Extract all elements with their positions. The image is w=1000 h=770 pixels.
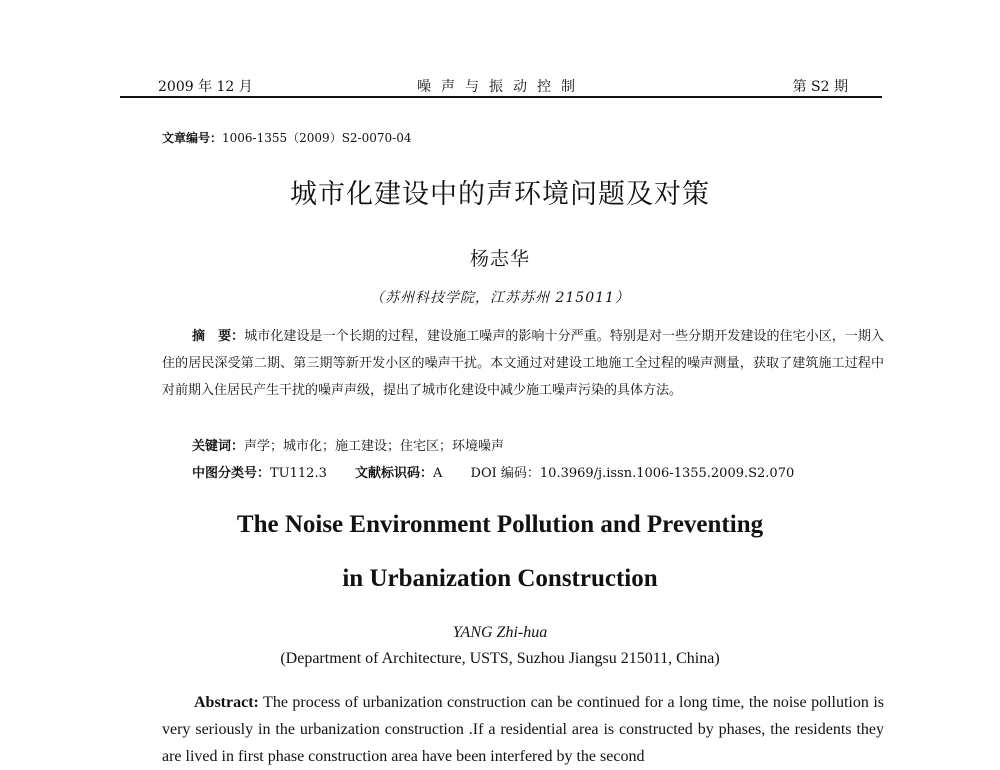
doc-code-label: 文献标识码：	[355, 466, 434, 481]
english-title-line-2: in Urbanization Construction	[342, 565, 658, 592]
doi-label: DOI 编码：	[470, 466, 540, 481]
chinese-keywords	[192, 435, 504, 454]
english-affiliation: (Department of Architecture, USTS, Suzhou Jiangsu 215011, China)	[280, 650, 720, 667]
chinese-title: 城市化建设中的声环境问题及对策	[290, 179, 710, 210]
doc-code-value: A	[433, 466, 443, 481]
english-abstract-label: Abstract:	[194, 694, 259, 711]
chinese-abstract-label: 摘 要：	[192, 329, 245, 344]
article-number	[162, 129, 411, 146]
running-header	[120, 76, 882, 98]
article-number-label: 文章编号：	[162, 131, 223, 145]
keywords-text: 声学；城市化；施工建设；住宅区；环境噪声	[244, 439, 505, 454]
header-journal-name: 噪声与振动控制	[417, 79, 585, 95]
english-abstract	[162, 689, 884, 770]
english-title-line-1: The Noise Environment Pollution and Preventing	[236, 511, 764, 538]
header-divider	[120, 96, 882, 98]
header-date: 2009 年 12 月	[158, 79, 253, 95]
clc-label: 中图分类号：	[192, 466, 271, 481]
keywords-label: 关键词：	[192, 439, 245, 454]
chinese-abstract	[162, 323, 884, 404]
english-abstract-text: The process of urbanization construction can be continued for a long time, the noise pollution is very seriously in the urbanization construction .If a residential area is constructed by phases, the residents they are lived in first phase construction area have been interfered by the second	[162, 694, 884, 765]
clc-value: TU112.3	[270, 466, 327, 481]
chinese-affiliation: （苏州科技学院，江苏苏州 215011）	[370, 290, 630, 306]
classification-line	[192, 462, 818, 481]
header-issue: 第 S2 期	[792, 79, 848, 95]
chinese-author: 杨志华	[469, 248, 530, 270]
chinese-abstract-text: 城市化建设是一个长期的过程，建设施工噪声的影响十分严重。特别是对一些分期开发建设的住宅小区，一期入住的居民深受第二期、第三期等新开发小区的噪声干扰。本文通过对建设工地施工全过程的噪声测量，获取了建筑施工过程中对前期入住居民产生干扰的噪声声级，提出了城市化建设中减少施工噪声污染的具体方法。	[162, 329, 884, 398]
article-number-value: 1006-1355（2009）S2-0070-04	[222, 131, 412, 145]
doi-value: 10.3969/j.issn.1006-1355.2009.S2.070	[539, 466, 795, 481]
english-author: YANG Zhi-hua	[452, 624, 548, 641]
